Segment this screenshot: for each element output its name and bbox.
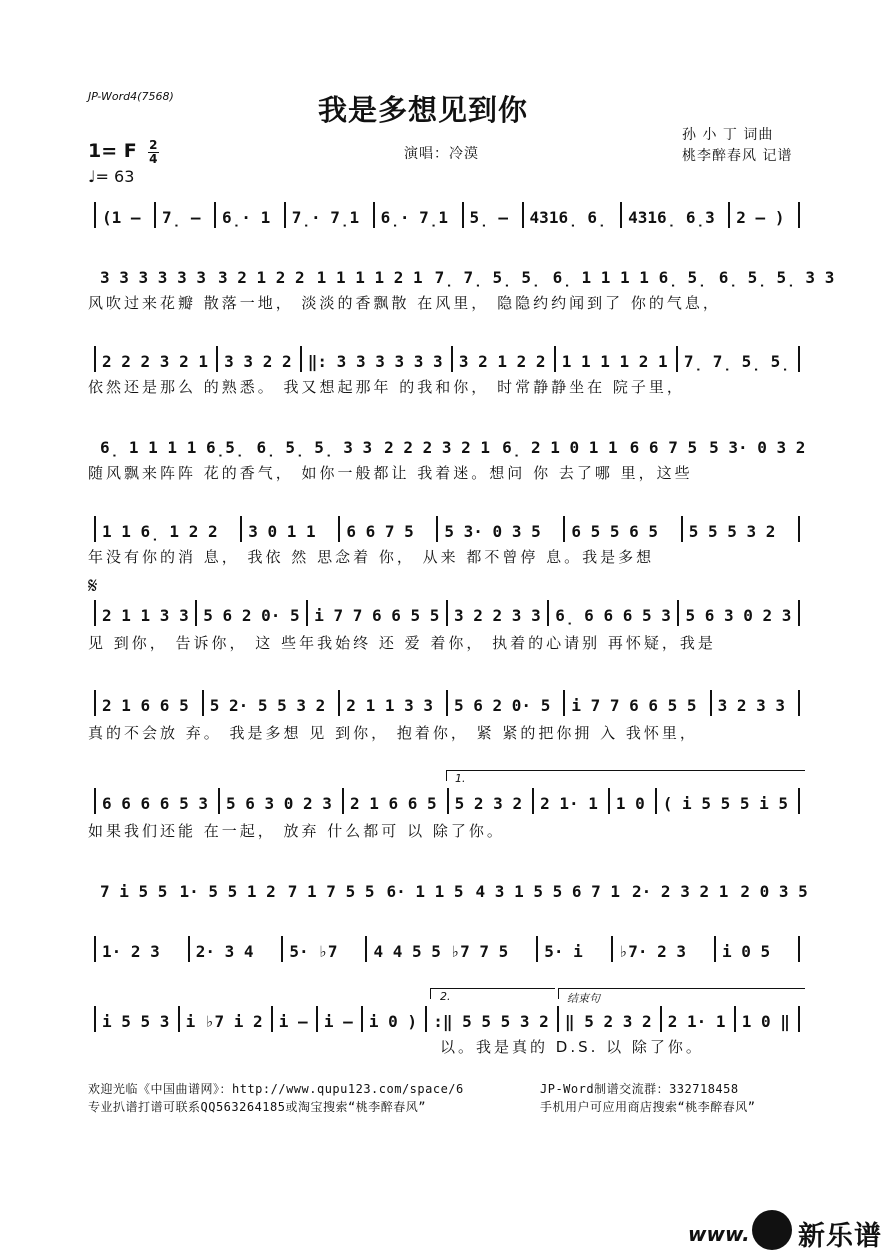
- lyric-line-6: 见 到你， 告诉你， 这 些年我始终 还 爱 着你， 执着的心请别 再怀疑，我是: [88, 634, 716, 652]
- barline: [611, 936, 613, 962]
- lyric-line-3: 依然还是那么 的熟悉。 我又想起那年 的我和你， 时常静静坐在 院子里，: [88, 378, 685, 396]
- barline: [734, 1006, 736, 1032]
- lyric-line-2: 风吹过来花瓣 散落一地， 淡淡的香飘散 在风里， 隐隐约约闻到了 你的气息，: [88, 294, 721, 312]
- measure: 5 3· 0 3 5: [444, 522, 541, 541]
- measure: 1· 5 5 1 2: [179, 882, 276, 901]
- footer-left-1: 欢迎光临《中国曲谱网》：http://www.qupu123.com/space/6: [88, 1082, 464, 1096]
- score-line-2: [88, 258, 835, 290]
- coda-label: 结束句: [567, 992, 600, 1005]
- measure: 2 – ): [736, 208, 785, 227]
- first-ending-bracket: [446, 770, 805, 781]
- measure: i 0 ): [368, 1012, 418, 1031]
- barline: [447, 788, 449, 814]
- barline: [681, 516, 683, 542]
- measure: 1 1 1 1 2 1: [316, 268, 423, 287]
- barline: [563, 516, 565, 542]
- barline: [94, 516, 96, 542]
- measure: 3 0 1 1: [248, 522, 316, 541]
- measure: 4 4 5 5 ♭7 7 5: [373, 942, 509, 961]
- measure: 3 2 2 3 3: [454, 606, 541, 625]
- measure: 6̣ 2 1 0 1 1: [502, 438, 618, 457]
- barline: [798, 788, 800, 814]
- barline: [728, 202, 730, 228]
- measure: 6 6 7 5: [346, 522, 414, 541]
- score-line-5: [88, 512, 806, 544]
- record-logo-icon: [752, 1210, 792, 1250]
- barline: [218, 788, 220, 814]
- song-title: 我是多想见到你: [318, 93, 529, 127]
- measure: 6 6 7 5: [629, 438, 698, 457]
- time-top: 2: [149, 138, 158, 152]
- barline: [620, 202, 622, 228]
- segno-sign: 𝄋: [88, 574, 98, 599]
- measure: 1· 2 3: [102, 942, 160, 961]
- measure: 7 1 7 5 5: [287, 882, 375, 901]
- measure: :‖ 5 5 5 3 2: [433, 1012, 549, 1031]
- barline: [436, 516, 438, 542]
- measure: 2 1· 1: [540, 794, 598, 813]
- score-line-11: [88, 1002, 806, 1034]
- watermark-logo-text: 新乐谱: [798, 1221, 882, 1252]
- footer-left-2: 专业扒谱打谱可联系QQ563264185或淘宝搜索“桃李醉春风”: [88, 1100, 426, 1114]
- measure: 6 5 5 6 5: [571, 522, 659, 541]
- score-line-10: [88, 932, 806, 964]
- lyric-line-4: 随风飘来阵阵 花的香气， 如你一般都让 我着迷。想问 你 去了哪 里，这些: [88, 464, 693, 482]
- barline: [554, 346, 556, 372]
- barline: [798, 1006, 800, 1032]
- measure: 5 6 3 0 2 3: [225, 794, 332, 813]
- singer-credit: 演唱：冷漠: [404, 146, 479, 162]
- measure: 2 1· 1: [667, 1012, 726, 1031]
- barline: [446, 690, 448, 716]
- key-label: 1= F: [88, 140, 137, 162]
- barline: [271, 1006, 273, 1032]
- barline: [195, 600, 197, 626]
- footer-right-1: JP-Word制谱交流群：332718458: [540, 1082, 739, 1096]
- measure: 4316̣ 6̣: [529, 208, 607, 227]
- barline: [710, 690, 712, 716]
- barline: [240, 516, 242, 542]
- barline: [547, 600, 549, 626]
- measure: ‖: 3 3 3 3 3 3: [307, 352, 443, 371]
- barline: [798, 936, 800, 962]
- barline: [342, 788, 344, 814]
- barline: [338, 516, 340, 542]
- measure: 5 2 3 2: [454, 794, 523, 813]
- measure: 3 3 2 2: [224, 352, 292, 371]
- barline: [798, 690, 800, 716]
- time-bottom: 4: [149, 152, 158, 166]
- measure: 7̣ 7̣ 5̣ 5̣: [683, 352, 790, 371]
- measure: 2 2 2 3 2 1: [384, 438, 491, 457]
- measure: 1 1 1 1 2 1: [561, 352, 668, 371]
- measure: i ♭7 i 2: [185, 1012, 263, 1031]
- measure: 5 3· 0 3 2: [709, 438, 806, 457]
- measure: 5 6 2 0· 5: [454, 696, 551, 715]
- barline: [462, 202, 464, 228]
- score-line-6: [88, 596, 806, 628]
- second-ending-label: 2.: [440, 990, 451, 1003]
- measure: 5· i: [544, 942, 583, 961]
- lyric-line-7: 真的不会放 弃。 我是多想 见 到你， 抱着你， 紧 紧的把你拥 入 我怀里，: [88, 724, 698, 742]
- measure: i 7 7 6 6 5 5: [571, 696, 697, 715]
- measure: (1 –: [102, 208, 141, 227]
- measure: 2 1 6 6 5: [102, 696, 189, 715]
- composer-credit: 孙 小 丁 词曲: [682, 127, 774, 143]
- watermark-url: www.: [688, 1222, 750, 1246]
- barline: [557, 1006, 559, 1032]
- measure: 3 3 3 3 3 3: [100, 268, 206, 287]
- barline: [94, 202, 96, 228]
- key-signature: [88, 140, 159, 165]
- measure: 5 6 2 0· 5: [203, 606, 300, 625]
- tempo-mark: ♩= 63: [88, 167, 135, 186]
- measure: 7̣ 7̣ 5̣ 5̣: [434, 268, 541, 287]
- measure: 6̣ 1 1 1 1 6̣5̣: [100, 438, 245, 457]
- measure: i 7 7 6 6 5 5: [314, 606, 440, 625]
- measure: 7̣ –: [162, 208, 201, 227]
- barline: [425, 1006, 427, 1032]
- barline: [284, 202, 286, 228]
- measure: i –: [323, 1012, 353, 1031]
- measure: 6̣ 1 1 1 1 6̣ 5̣: [552, 268, 707, 287]
- lyric-line-11: 以。我是真的 D.S. 以 除了你。: [440, 1038, 704, 1056]
- barline: [94, 690, 96, 716]
- measure: 5· ♭7: [289, 942, 338, 961]
- barline: [361, 1006, 363, 1032]
- measure: 3 2 1 2 2: [458, 352, 546, 371]
- measure: 2 1 6 6 5: [349, 794, 437, 813]
- barline: [714, 936, 716, 962]
- barline: [563, 690, 565, 716]
- barline: [532, 788, 534, 814]
- score-line-3: [88, 342, 806, 374]
- lyric-line-8: 如果我们还能 在一起， 放弃 什么都可 以 除了你。: [88, 822, 505, 840]
- barline: [154, 202, 156, 228]
- measure: 5̣ –: [469, 208, 509, 227]
- barline: [798, 346, 800, 372]
- barline: [300, 346, 302, 372]
- barline: [676, 346, 678, 372]
- measure: 2 1 1 3 3: [102, 606, 189, 625]
- measure: ‖ 5 2 3 2: [564, 1012, 652, 1031]
- measure: 4316̣ 6̣3: [628, 208, 715, 227]
- score-line-7: [88, 686, 806, 718]
- measure: 5 2· 5 5 3 2: [209, 696, 326, 715]
- measure: 2 2 2 3 2 1: [102, 352, 208, 371]
- barline: [660, 1006, 662, 1032]
- measure: 2· 2 3 2 1: [632, 882, 729, 901]
- score-line-1: [88, 198, 806, 230]
- score-line-4: [88, 428, 806, 460]
- measure: 6· 1 1 5: [386, 882, 464, 901]
- measure: i 5 5 3: [102, 1012, 170, 1031]
- barline: [94, 788, 96, 814]
- measure: 6̣ 5̣ 5̣ 3 3: [256, 438, 373, 457]
- barline: [216, 346, 218, 372]
- barline: [373, 202, 375, 228]
- barline: [536, 936, 538, 962]
- measure: 5 5 5 3 2: [688, 522, 776, 541]
- barline: [677, 600, 679, 626]
- transcriber-credit: 桃李醉春风 记谱: [682, 148, 793, 164]
- measure: 3 2 3 3: [717, 696, 785, 715]
- score-line-8: [88, 784, 806, 816]
- measure: 6̣ 6 6 6 5 3: [555, 606, 671, 625]
- footer-right-2: 手机用户可应用商店搜索“桃李醉春风”: [540, 1100, 756, 1114]
- barline: [522, 202, 524, 228]
- measure: 6̣· 1: [222, 208, 271, 227]
- measure: 2 0 3 5: [740, 882, 808, 901]
- barline: [798, 600, 800, 626]
- barline: [451, 346, 453, 372]
- barline: [798, 202, 800, 228]
- barline: [608, 788, 610, 814]
- measure: 2· 3 4: [195, 942, 254, 961]
- measure: 5 6 3 0 2 3: [685, 606, 792, 625]
- barline: [338, 690, 340, 716]
- measure: 6̣ 5̣ 5̣ 3 3: [718, 268, 835, 287]
- barline: [798, 516, 800, 542]
- measure: 7̣· 7̣1: [291, 208, 360, 227]
- barline: [306, 600, 308, 626]
- barline: [94, 1006, 96, 1032]
- measure: i 0 5: [721, 942, 771, 961]
- measure: ♭7· 2 3: [618, 942, 687, 961]
- barline: [214, 202, 216, 228]
- measure: 3 2 1 2 2: [217, 268, 305, 287]
- measure: i –: [278, 1012, 308, 1031]
- first-ending-label: 1.: [455, 772, 466, 785]
- barline: [446, 600, 448, 626]
- measure: 1 0: [615, 794, 645, 813]
- barline: [94, 346, 96, 372]
- barline: [316, 1006, 318, 1032]
- barline: [188, 936, 190, 962]
- score-line-9: [88, 872, 806, 904]
- measure: 1 1 6̣ 1 2 2: [102, 522, 218, 541]
- measure: 1 0 ‖: [741, 1012, 790, 1031]
- barline: [655, 788, 657, 814]
- measure: 6 6 6 6 5 3: [102, 794, 208, 813]
- barline: [178, 1006, 180, 1032]
- barline: [94, 936, 96, 962]
- software-tag: JP-Word4(7568): [88, 90, 174, 103]
- barline: [202, 690, 204, 716]
- measure: 4 3 1 5 5 6 7 1: [475, 882, 621, 901]
- measure: 7 i 5 5: [100, 882, 168, 901]
- measure: 6̣· 7̣1: [380, 208, 449, 227]
- measure: 2 1 1 3 3: [346, 696, 433, 715]
- lyric-line-5: 年没有你的消 息， 我依 然 思念着 你， 从来 都不曾停 息。我是多想: [88, 548, 655, 566]
- barline: [281, 936, 283, 962]
- time-signature: [148, 140, 159, 165]
- barline: [365, 936, 367, 962]
- measure: ( i 5 5 5 i 5: [662, 794, 789, 813]
- barline: [94, 600, 96, 626]
